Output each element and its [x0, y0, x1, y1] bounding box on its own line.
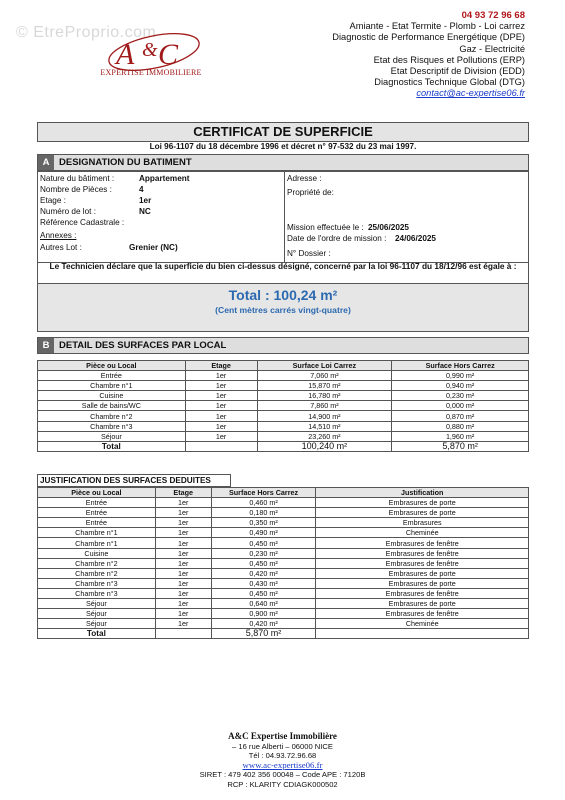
table-cell: 0,420 m²: [211, 619, 316, 629]
field-label: Nombre de Pièces :: [40, 185, 112, 194]
field-value: 4: [139, 185, 144, 194]
table-cell: Chambre n°2: [38, 568, 156, 578]
table-cell: 1er: [155, 588, 211, 598]
field-label: Annexes :: [40, 231, 77, 240]
footer-phone: Tél : 04.93.72.96.68: [248, 751, 317, 761]
table-cell: Entrée: [38, 371, 186, 381]
table-cell: Chambre n°3: [38, 421, 186, 431]
table-row: [38, 498, 529, 508]
section-letter: A: [38, 155, 54, 170]
table-cell: Embrasures de porte: [316, 508, 529, 518]
table-total-row: [38, 441, 529, 451]
table-cell: Séjour: [38, 609, 156, 619]
table-row: [38, 411, 529, 421]
footer-address: – 16 rue Alberti – 06000 NICE: [232, 741, 333, 751]
table-cell: Chambre n°2: [38, 558, 156, 568]
table-cell: 0,460 m²: [211, 498, 316, 508]
column-header: Surface Hors Carrez: [211, 488, 316, 498]
table-cell: Embrasures de fenêtre: [316, 588, 529, 598]
service-line: Etat des Risques et Pollutions (ERP): [373, 54, 525, 65]
field-value: Grenier (NC): [129, 243, 178, 252]
table-cell: Entrée: [38, 498, 156, 508]
table-cell: 23,260 m²: [257, 431, 392, 441]
logo-subtitle: EXPERTISE IMMOBILIERE: [100, 68, 202, 77]
section-title: DETAIL DES SURFACES PAR LOCAL: [59, 340, 227, 351]
table-cell: 0,940 m²: [392, 381, 529, 391]
field-label: Mission effectuée le :: [287, 223, 364, 232]
column-header: Surface Loi Carrez: [257, 361, 392, 371]
column-header: Etage: [155, 488, 211, 498]
field-label: Propriété de:: [287, 188, 334, 197]
table-cell: 7,060 m²: [257, 371, 392, 381]
service-line: Diagnostic de Performance Energétique (DPE): [332, 32, 525, 43]
table-cell: Chambre n°1: [38, 381, 186, 391]
footer: [0, 732, 565, 790]
table-header-row: [38, 361, 529, 371]
total-surface-words: (Cent mètres carrés vingt-quatre): [215, 305, 351, 315]
svg-text:A: A: [116, 38, 135, 71]
company-logo: [96, 30, 206, 86]
table-cell: 0,000 m²: [392, 401, 529, 411]
contact-block: [332, 10, 525, 100]
contact-phone[interactable]: 04 93 72 96 68: [461, 10, 525, 21]
table-row: [38, 548, 529, 558]
table-row: [38, 599, 529, 609]
table-cell: Chambre n°1: [38, 538, 156, 548]
table-cell: Chambre n°2: [38, 411, 186, 421]
total-cell: 5,870 m²: [392, 441, 529, 451]
table-cell: Cuisine: [38, 548, 156, 558]
table-row: [38, 401, 529, 411]
table-row: [38, 371, 529, 381]
table-cell: Entrée: [38, 518, 156, 528]
footer-rcp: RCP : KLARITY CDIAGK000502: [227, 779, 338, 789]
total-cell: [316, 629, 529, 639]
table-cell: Embrasures de porte: [316, 578, 529, 588]
designation-box: [37, 171, 529, 263]
section-title: DESIGNATION DU BATIMENT: [59, 157, 192, 168]
table-cell: Chambre n°3: [38, 578, 156, 588]
service-line: Gaz - Electricité: [459, 43, 525, 54]
table-cell: 0,870 m²: [392, 411, 529, 421]
table-cell: Salle de bains/WC: [38, 401, 186, 411]
table-row: [38, 609, 529, 619]
table-cell: 0,430 m²: [211, 578, 316, 588]
column-header: Etage: [185, 361, 257, 371]
justification-title: JUSTIFICATION DES SURFACES DEDUITES: [37, 474, 231, 487]
table-row: [38, 588, 529, 598]
field-label: Adresse :: [287, 174, 322, 183]
table-cell: 1er: [185, 411, 257, 421]
total-cell: 5,870 m²: [211, 629, 316, 639]
table-cell: Embrasures de fenêtre: [316, 609, 529, 619]
justification-table: [37, 487, 529, 639]
table-row: [38, 381, 529, 391]
total-cell: [155, 629, 211, 639]
designation-left-column: [38, 172, 285, 262]
table-cell: 0,490 m²: [211, 528, 316, 538]
table-cell: 1er: [185, 421, 257, 431]
table-cell: Séjour: [38, 619, 156, 629]
table-cell: 14,900 m²: [257, 411, 392, 421]
table-total-row: [38, 629, 529, 639]
field-value: Appartement: [139, 174, 190, 183]
total-surface-box: [37, 283, 529, 332]
service-line: Amiante - Etat Termite - Plomb - Loi carrez: [349, 21, 525, 32]
table-cell: 1er: [155, 498, 211, 508]
total-cell: Total: [38, 629, 156, 639]
table-cell: 0,180 m²: [211, 508, 316, 518]
field-label: Numéro de lot :: [40, 207, 96, 216]
total-cell: [185, 441, 257, 451]
table-row: [38, 508, 529, 518]
field-label: Autres Lot :: [40, 243, 82, 252]
table-cell: 0,990 m²: [392, 371, 529, 381]
table-cell: Séjour: [38, 599, 156, 609]
svg-text:C: C: [158, 38, 179, 71]
column-header: Surface Hors Carrez: [392, 361, 529, 371]
table-row: [38, 518, 529, 528]
field-label: Date de l'ordre de mission :: [287, 234, 387, 243]
table-row: [38, 421, 529, 431]
section-letter: B: [38, 338, 54, 353]
table-cell: 1er: [155, 548, 211, 558]
field-label: N° Dossier :: [287, 249, 331, 258]
field-value: 25/06/2025: [368, 223, 409, 232]
table-cell: Cheminée: [316, 619, 529, 629]
table-cell: 0,450 m²: [211, 558, 316, 568]
table-cell: 15,870 m²: [257, 381, 392, 391]
table-cell: Embrasures de fenêtre: [316, 538, 529, 548]
table-cell: Embrasures: [316, 518, 529, 528]
table-row: [38, 568, 529, 578]
table-cell: 1er: [155, 578, 211, 588]
table-row: [38, 578, 529, 588]
table-row: [38, 391, 529, 401]
table-cell: 16,780 m²: [257, 391, 392, 401]
table-row: [38, 619, 529, 629]
footer-company-name: A&C Expertise Immobilière: [228, 731, 337, 741]
table-cell: 0,450 m²: [211, 588, 316, 598]
table-row: [38, 558, 529, 568]
table-header-row: [38, 488, 529, 498]
document-subtitle: Loi 96-1107 du 18 décembre 1996 et décret n° 97-532 du 23 mai 1997.: [149, 142, 417, 151]
table-cell: 1er: [155, 558, 211, 568]
contact-email-link[interactable]: contact@ac-expertise06.fr: [416, 88, 525, 99]
table-cell: Embrasures de fenêtre: [316, 548, 529, 558]
table-cell: 1er: [185, 381, 257, 391]
surfaces-table: [37, 360, 529, 452]
table-cell: 0,420 m²: [211, 568, 316, 578]
field-label: Etage :: [40, 196, 66, 205]
footer-website-link[interactable]: www.ac-expertise06.fr: [242, 759, 323, 770]
field-value: 1er: [139, 196, 152, 205]
table-cell: Embrasures de porte: [316, 599, 529, 609]
service-line: Etat Descriptif de Division (EDD): [390, 66, 525, 77]
table-cell: 1er: [155, 518, 211, 528]
table-cell: 0,640 m²: [211, 599, 316, 609]
table-cell: 1er: [155, 538, 211, 548]
table-cell: Embrasures de fenêtre: [316, 558, 529, 568]
table-cell: 14,510 m²: [257, 421, 392, 431]
table-cell: 1er: [155, 568, 211, 578]
table-cell: 1er: [185, 431, 257, 441]
table-cell: Cuisine: [38, 391, 186, 401]
total-cell: 100,240 m²: [257, 441, 392, 451]
svg-text:&: &: [142, 39, 158, 61]
technician-statement: Le Technicien déclare que la superficie du bien ci-dessus désigné, concerné par la loi 96-1107 du 18/12/96 est égale à :: [37, 260, 529, 284]
table-cell: Embrasures de porte: [316, 568, 529, 578]
table-cell: 1er: [155, 508, 211, 518]
column-header: Pièce ou Local: [38, 488, 156, 498]
table-cell: Embrasures de porte: [316, 498, 529, 508]
table-cell: 1er: [155, 599, 211, 609]
column-header: Pièce ou Local: [38, 361, 186, 371]
section-a-header: [37, 154, 529, 171]
table-row: [38, 431, 529, 441]
column-header: Justification: [316, 488, 529, 498]
field-label: Référence Cadastrale :: [40, 218, 125, 227]
table-row: [38, 528, 529, 538]
watermark: © EtreProprio.com: [16, 24, 157, 41]
table-cell: 1er: [185, 371, 257, 381]
table-cell: 1er: [155, 619, 211, 629]
table-cell: 0,900 m²: [211, 609, 316, 619]
table-cell: 0,880 m²: [392, 421, 529, 431]
field-label: Nature du bâtiment :: [40, 174, 115, 183]
service-line: Diagnostics Technique Global (DTG): [374, 77, 525, 88]
table-row: [38, 538, 529, 548]
table-cell: Chambre n°1: [38, 528, 156, 538]
table-cell: 0,450 m²: [211, 538, 316, 548]
section-b-header: [37, 337, 529, 354]
footer-siret: SIRET : 479 402 356 00048 – Code APE : 7120B: [199, 770, 366, 780]
field-value: NC: [139, 207, 151, 216]
table-cell: Chambre n°3: [38, 588, 156, 598]
document-title: CERTIFICAT DE SUPERFICIE: [37, 122, 529, 142]
total-cell: Total: [38, 441, 186, 451]
table-cell: 0,350 m²: [211, 518, 316, 528]
table-cell: 1er: [185, 391, 257, 401]
table-cell: 1er: [185, 401, 257, 411]
table-cell: 1er: [155, 528, 211, 538]
table-cell: 7,860 m²: [257, 401, 392, 411]
table-cell: Cheminée: [316, 528, 529, 538]
table-cell: Séjour: [38, 431, 186, 441]
table-cell: 0,230 m²: [392, 391, 529, 401]
total-surface-value: Total : 100,24 m²: [228, 287, 338, 303]
field-value: 24/06/2025: [395, 234, 436, 243]
table-cell: Entrée: [38, 508, 156, 518]
table-cell: 1er: [155, 609, 211, 619]
table-cell: 0,230 m²: [211, 548, 316, 558]
table-cell: 1,960 m²: [392, 431, 529, 441]
